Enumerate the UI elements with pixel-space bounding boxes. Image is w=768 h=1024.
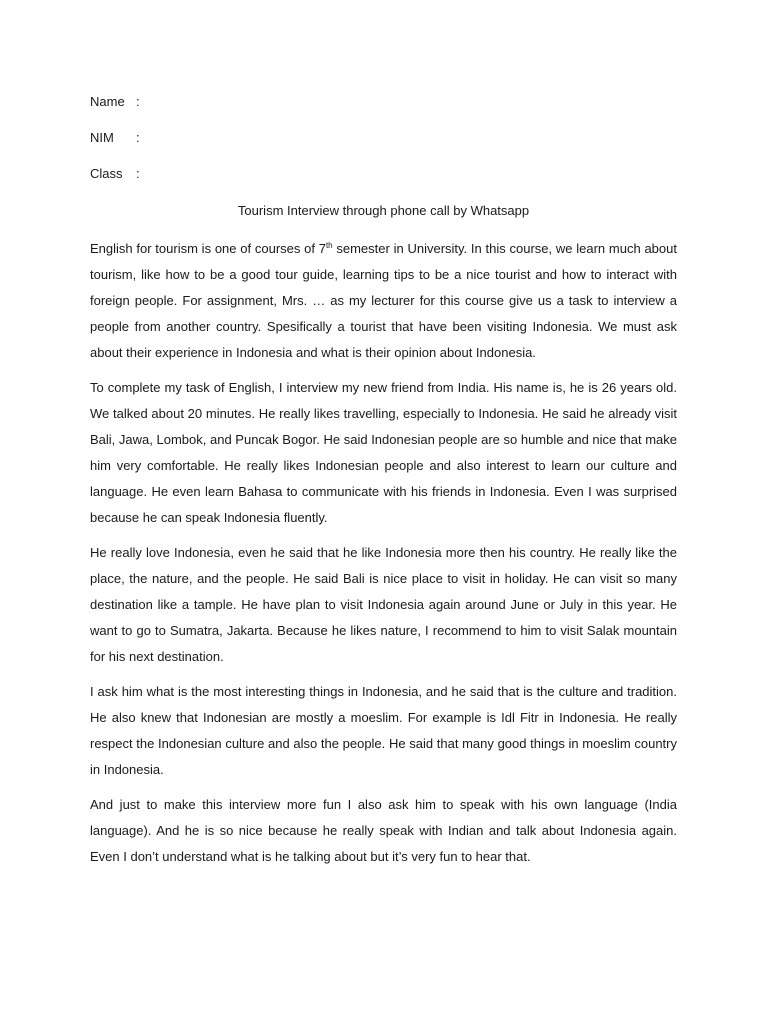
paragraph-2: To complete my task of English, I interview my new friend from India. His name is, he is 26 years old. We talked about 20 minutes. He really likes travelling, especially to Indonesia. He said he already visit Bali, Jawa, Lombok, and Puncak Bogor. He said Indonesian people are so humble and nice that make him very comfortable. He really likes Indonesian people and also interest to learn our culture and language. He even learn Bahasa to communicate with his friends in Indonesia. Even I was surprised because he can speak Indonesia fluently. xyxy=(90,380,677,525)
paragraph-3: He really love Indonesia, even he said that he like Indonesia more then his country. He really like the place, the nature, and the people. He said Bali is nice place to visit in holiday. He can visit so many destination like a tample. He have plan to visit Indonesia again around June or July in this year. He want to go to Sumatra, Jakarta. Because he likes nature, I recommend to him to visit Salak mountain for his next destination. xyxy=(90,545,677,664)
class-field xyxy=(90,165,140,183)
paragraph-1-rest: semester in University. In this course, we learn much about tourism, like how to be a good tour guide, learning tips to be a nice tourist and how to interact with foreign people. For assignment, Mrs. … as my lecturer for this course give us a task to interview a people from another country. Spesifically a tourist that have been visiting Indonesia. We must ask about their experience in Indonesia and what is their opinion about Indonesia. xyxy=(90,241,677,360)
nim-colon: : xyxy=(136,130,140,145)
document-body xyxy=(90,236,677,879)
paragraph-1-start: English for tourism is one of courses of 7 xyxy=(90,241,326,256)
nim-label: NIM xyxy=(90,130,114,145)
paragraph-4: I ask him what is the most interesting things in Indonesia, and he said that is the culture and tradition. He also knew that Indonesian are mostly a moeslim. For example is Idl Fitr in Indonesia. He really respect the Indonesian culture and also the people. He said that many good things in moeslim country in Indonesia. xyxy=(90,684,677,777)
paragraph-5: And just to make this interview more fun I also ask him to speak with his own language (India language). And he is so nice because he really speak with Indian and talk about Indonesia again. Even I don’t understand what is he talking about but it’s very fun to hear that. xyxy=(90,797,677,864)
paragraph-1 xyxy=(90,236,677,366)
class-colon: : xyxy=(136,166,140,181)
name-colon: : xyxy=(136,94,140,109)
name-field xyxy=(90,93,140,111)
name-label: Name xyxy=(90,94,125,109)
document-title: Tourism Interview through phone call by Whatsapp xyxy=(237,203,530,218)
nim-field xyxy=(90,129,140,147)
ordinal-suffix: th xyxy=(325,241,333,250)
class-label: Class xyxy=(90,166,123,181)
